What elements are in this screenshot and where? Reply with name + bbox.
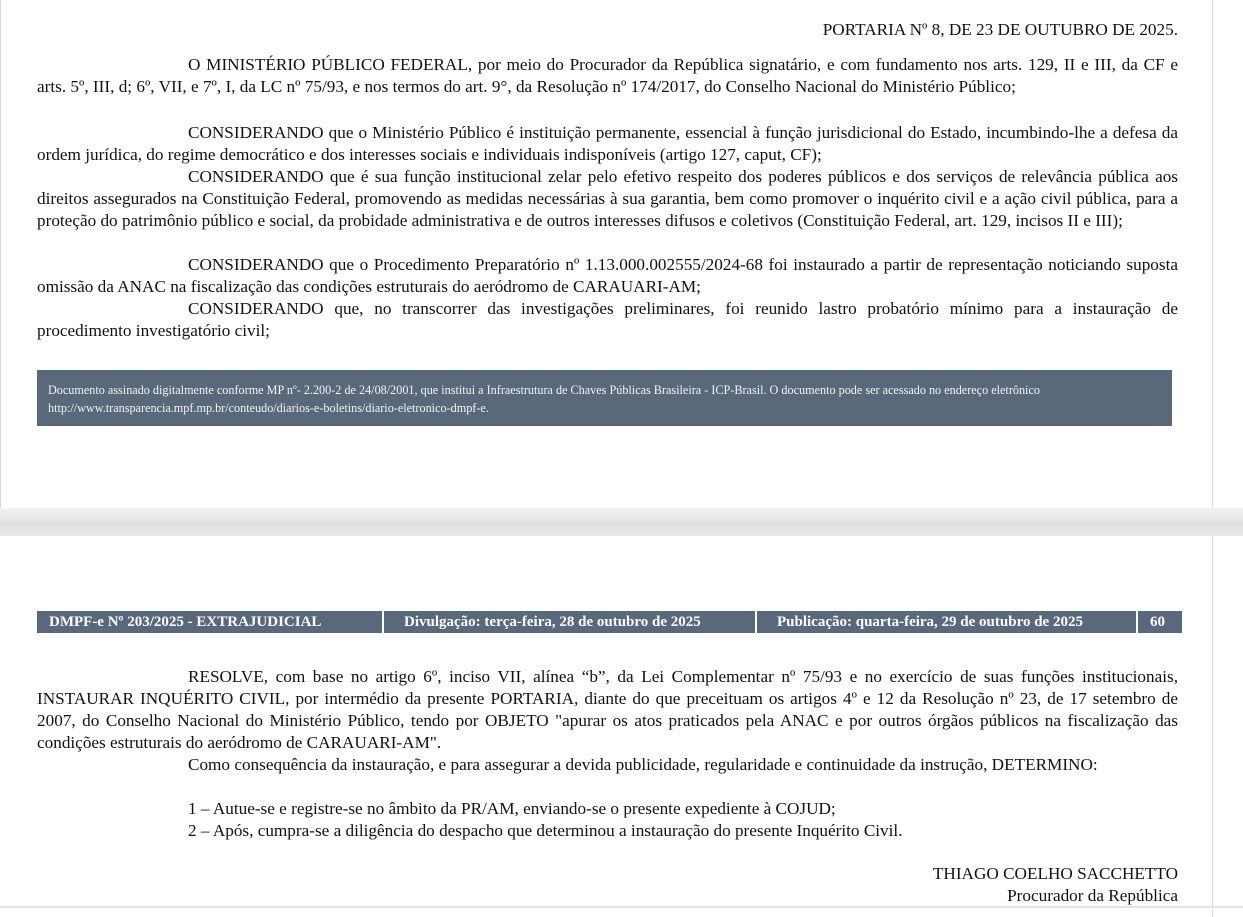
journal-header-bar xyxy=(37,611,1182,633)
resolve-paragraph: RESOLVE, com base no artigo 6º, inciso VII, alínea “b”, da Lei Complementar nº 75/93 e no exercício de suas funções institucionais, INSTAURAR INQUÉRITO CIVIL, por intermédio da presente PORTARIA, diante do que preceituam os artigos 4º e 12 da Resolução nº 23, de 17 setembro de 2007, do Conselho Nacional do Ministério Público, tendo por OBJETO "apurar os atos praticados pela ANAC e por outros órgãos públicos na fiscalização das condições estruturais do aeródromo de CARAUARI-AM". xyxy=(37,667,1178,752)
page-edge xyxy=(1212,0,1213,508)
preamble-paragraph: O MINISTÉRIO PÚBLICO FEDERAL, por meio do Procurador da República signatário, e com fundamento nos arts. 129, II e III, da CF e arts. 5º, III, d; 6º, VII, e 7º, I, da LC nº 75/93, e nos termos do art. 9°, da Resolução nº 174/2017, do Conselho Nacional do Ministério Público; xyxy=(37,55,1178,96)
signatory-title: Procurador da República xyxy=(1007,886,1178,905)
signatory-name: THIAGO COELHO SACCHETTO xyxy=(932,864,1178,883)
header-divider xyxy=(382,611,384,633)
divulgacao-date: Divulgação: terça-feira, 28 de outubro de 2025 xyxy=(404,614,701,630)
portaria-heading: PORTARIA Nº 8, DE 23 DE OUTUBRO DE 2025. xyxy=(822,20,1178,39)
page-edge xyxy=(1212,536,1213,917)
page-number: 60 xyxy=(1150,614,1165,630)
considerando-paragraph: CONSIDERANDO que o Ministério Público é instituição permanente, essencial à função jurisdicional do Estado, incumbindo-lhe a defesa da ordem jurídica, do regime democrático e dos interesses sociais e individuais indisponíveis (artigo 127, caput, CF); xyxy=(37,123,1178,164)
page-edge xyxy=(0,0,1,508)
determino-paragraph: Como consequência da instauração, e para assegurar a devida publicidade, regularidade e continuidade da instrução, DETERMINO: xyxy=(188,755,1098,774)
determination-item: 1 – Autue-se e registre-se no âmbito da PR/AM, enviando-se o presente expediente à COJUD; xyxy=(188,799,836,818)
header-divider xyxy=(755,611,757,633)
page-bottom-edge xyxy=(0,906,1243,908)
determination-item: 2 – Após, cumpra-se a diligência do despacho que determinou a instauração do presente Inquérito Civil. xyxy=(188,821,903,840)
publicacao-date: Publicação: quarta-feira, 29 de outubro de 2025 xyxy=(777,614,1083,630)
page-separator xyxy=(0,508,1243,536)
considerando-paragraph: CONSIDERANDO que, no transcorrer das investigações preliminares, foi reunido lastro probatório mínimo para a instauração de procedimento investigatório civil; xyxy=(37,299,1178,340)
edition-label: DMPF-e Nº 203/2025 - EXTRAJUDICIAL xyxy=(49,614,322,630)
considerando-paragraph: CONSIDERANDO que é sua função institucional zelar pelo efetivo respeito dos poderes públicos e dos serviços de relevância pública aos direitos assegurados na Constituição Federal, promovendo as medidas necessárias à sua garantia, bem como promover o inquérito civil e a ação civil pública, para a proteção do patrimônio público e social, da probidade administrativa e de outros interesses difusos e coletivos (Constituição Federal, art. 129, incisos II e III); xyxy=(37,167,1178,230)
digital-signature-notice: Documento assinado digitalmente conforme MP nº- 2.200-2 de 24/08/2001, que institui a Infraestrutura de Chaves Públicas Brasileira - ICP-Brasil. O documento pode ser acessado no endereço eletrônico http://www.transparencia.mpf.mp.br/conteudo/diarios-e-boletins/diario-eletronico-dmpf-e. xyxy=(37,370,1172,426)
header-divider xyxy=(1136,611,1138,633)
considerando-paragraph: CONSIDERANDO que o Procedimento Preparatório nº 1.13.000.002555/2024-68 foi instaurado a partir de representação noticiando suposta omissão da ANAC na fiscalização das condições estruturais do aeródromo de CARAUARI-AM; xyxy=(37,255,1178,296)
